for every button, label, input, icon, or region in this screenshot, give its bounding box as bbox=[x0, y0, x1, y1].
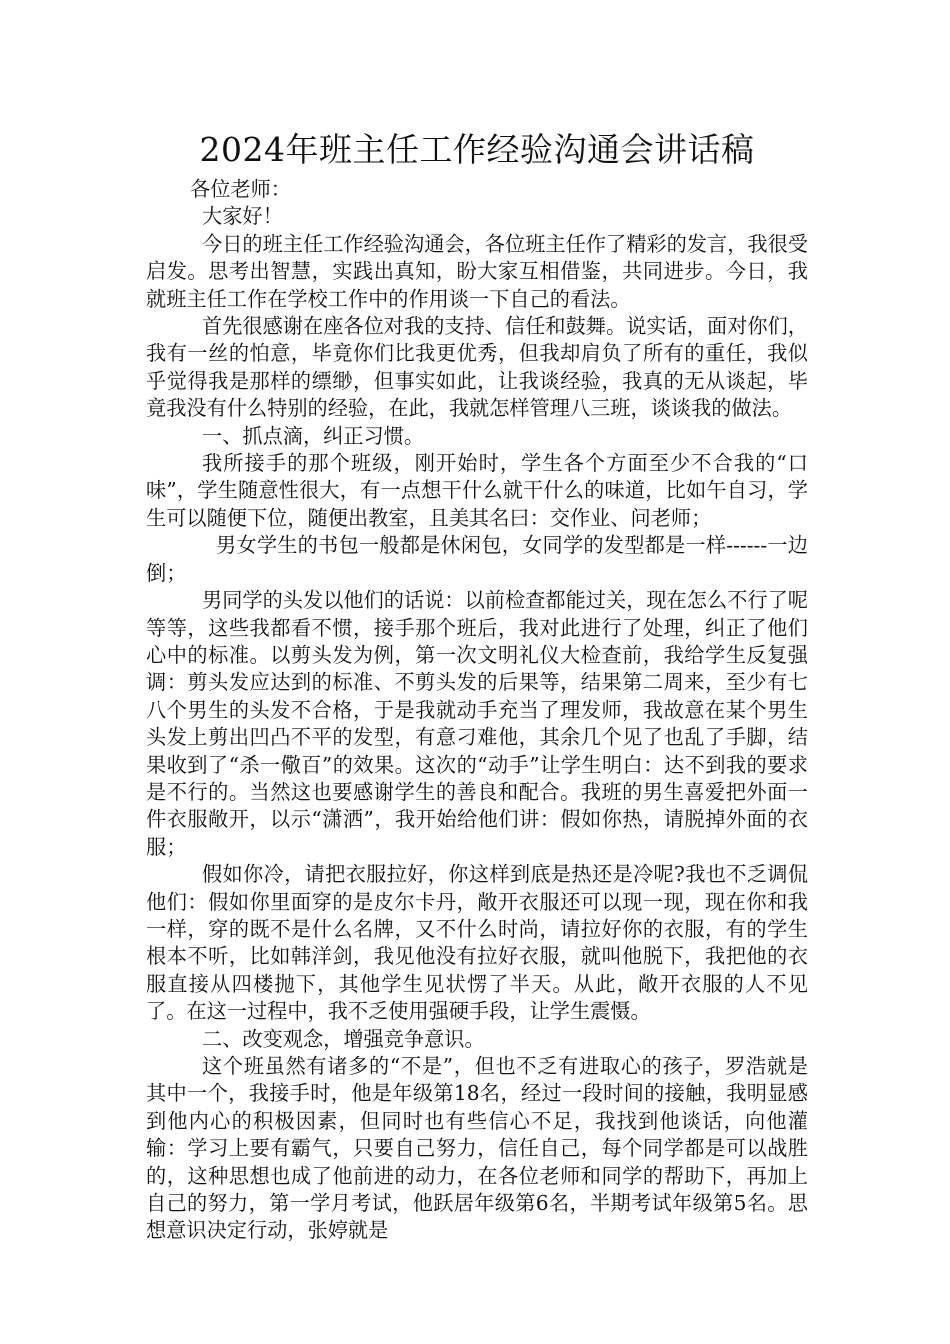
paragraph-class-situation: 我所接手的那个班级，刚开始时，学生各个方面至少不合我的“口味”，学生随意性很大，有一点想干什么就干什么的味道，比如午自习，学生可以随便下位，随便出教室，且美其名曰：交作业、问老师； bbox=[146, 451, 808, 530]
document-title: 2024年班主任工作经验沟通会讲话稿 bbox=[199, 130, 755, 169]
paragraph-clothing: 假如你冷，请把衣服拉好，你这样到底是热还是冷呢?我也不乏调侃他们：假如你里面穿的是皮尔卡丹，敞开衣服还可以现一现，现在你和我一样，穿的既不是什么名牌，又不什么时尚，请拉好你的衣服，有的学生根本不听，比如韩洋剑，我见他没有拉好衣服，就叫他脱下，我把他的衣服直接从四楼抛下，其他学生见状愣了半天。从此，敞开衣服的人不见了。在这一过程中，我不乏使用强硬手段，让学生震慑。 bbox=[146, 862, 808, 1024]
document-page bbox=[146, 128, 808, 1245]
salutation: 各位老师： bbox=[190, 177, 291, 201]
section-heading-1: 一、抓点滴，纠正习惯。 bbox=[202, 423, 425, 448]
paragraph-competition: 这个班虽然有诸多的“不是”，但也不乏有进取心的孩子，罗浩就是其中一个，我接手时，他是年级第18名，经过一段时间的接触，我明显感到他内心的积极因素，但同时也有些信心不足，我找到他谈话，向他灌输：学习上要有霸气，只要自己努力，信任自己，每个同学都是可以战胜的，这种思想也成了他前进的动力，在各位老师和同学的帮助下，再加上自己的努力，第一学月考试，他跃居年级第6名，半期考试年级第5名。思想意识决定行动，张婷就是 bbox=[146, 1054, 808, 1243]
paragraph-thanks: 首先很感谢在座各位对我的支持、信任和鼓舞。说实话，面对你们，我有一丝的怕意，毕竟你们比我更优秀，但我却肩负了所有的重任，我似乎觉得我是那样的缥缈，但事实如此，让我谈经验，我真的无从谈起，毕竟我没有什么特别的经验，在此，我就怎样管理八三班，谈谈我的做法。 bbox=[146, 314, 808, 421]
greeting: 大家好！ bbox=[202, 204, 283, 229]
paragraph-bags-hair: 男女学生的书包一般都是休闲包，女同学的发型都是一样------一边倒； bbox=[146, 533, 808, 585]
paragraph-intro: 今日的班主任工作经验沟通会，各位班主任作了精彩的发言，我很受启发。思考出智慧，实践出真知，盼大家互相借鉴，共同进步。今日，我就班主任工作在学校工作中的作用谈一下自己的看法。 bbox=[146, 231, 808, 311]
paragraph-haircut: 男同学的头发以他们的话说：以前检查都能过关，现在怎么不行了呢等等，这些我都看不惯，接手那个班后，我对此进行了处理，纠正了他们心中的标准。以剪头发为例，第一次文明礼仪大检查前，我给学生反复强调：剪头发应达到的标准、不剪头发的后果等，结果第二周来，至少有七八个男生的头发不合格，于是我就动手充当了理发师，我故意在某个男生头发上剪出凹凸不平的发型，有意刁难他，其余几个见了也乱了手脚，结果收到了“杀一儆百”的效果。这次的“动手”让学生明白：达不到我的要求是不行的。当然这也要感谢学生的善良和配合。我班的男生喜爱把外面一件衣服敞开，以示“潇洒”，我开始给他们讲：假如你热，请脱掉外面的衣服； bbox=[146, 588, 808, 859]
section-heading-2: 二、改变观念，增强竞争意识。 bbox=[202, 1026, 485, 1051]
